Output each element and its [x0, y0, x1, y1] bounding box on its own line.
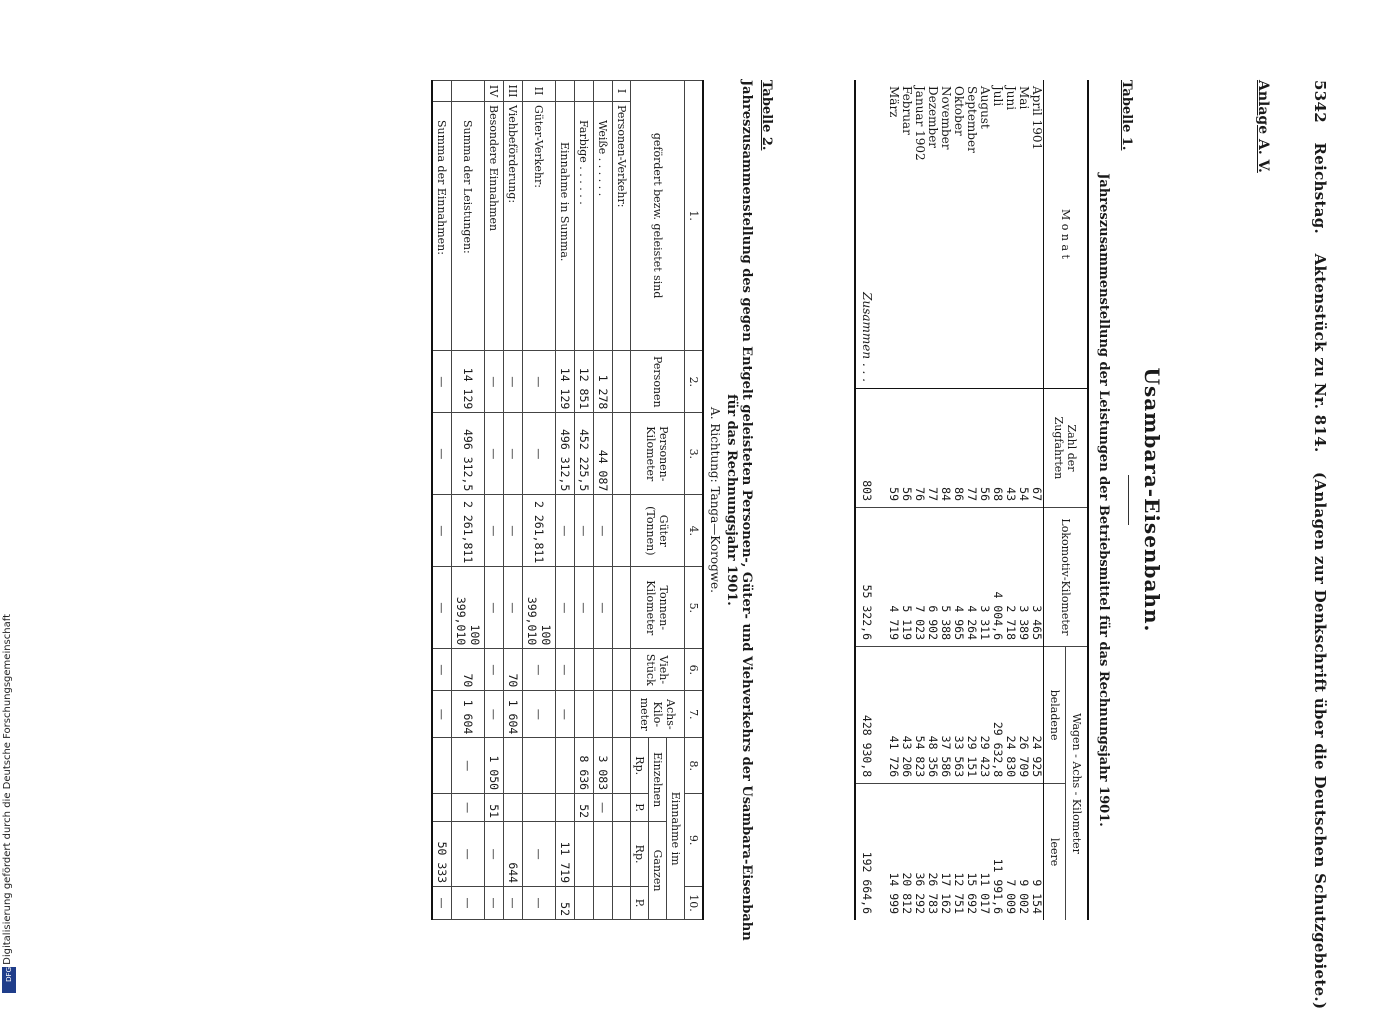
header-ganzen: Ganzen: [649, 822, 667, 920]
table1-row: [1017, 80, 1030, 920]
achs-km: 1 604: [504, 691, 523, 738]
table1: [854, 80, 1089, 920]
leistungen-personen-km: 496 312,5: [452, 413, 485, 495]
label-personen-verkehr: Personen-Verkehr:: [613, 102, 631, 351]
loaded-axle-km-cell: 26 709: [1017, 647, 1030, 784]
header-leere: leere: [1044, 784, 1066, 920]
month-label: Dezember: [926, 86, 940, 149]
trips-cell: 56: [900, 389, 913, 508]
parliament-label: Reichstag.: [1311, 142, 1329, 235]
dash-cell: —: [432, 351, 452, 413]
table1-row: [991, 80, 1004, 920]
empty-axle-km-cell: 36 292: [913, 784, 926, 920]
dash-cell: —: [452, 887, 485, 920]
row-gueter-verkehr: [523, 81, 556, 920]
table1-row: [1030, 80, 1044, 920]
month-cell: [1004, 80, 1017, 389]
empty-axle-km-cell: 11 017: [978, 784, 991, 920]
table2-header-row: [667, 81, 685, 920]
besondere-rp: 1 050: [485, 738, 504, 794]
dash-cell: —: [452, 794, 485, 822]
loaded-axle-km-cell: 54 823: [913, 647, 926, 784]
weisse-personen-km: 44 087: [594, 413, 613, 495]
empty-axle-km-cell: 20 812: [900, 784, 913, 920]
header-gueter: Güter (Tonnen): [631, 495, 685, 567]
vieh-rp: 644: [504, 822, 523, 887]
table1-row: [952, 80, 965, 920]
table1-header-row: [1066, 80, 1089, 920]
trips-cell: 86: [952, 389, 965, 508]
table1-row: [887, 80, 900, 920]
digitization-note-text: Digitalisierung gefördert durch die Deutsche Forschungsgemeinschaft: [2, 614, 13, 965]
table1-row: [913, 80, 926, 920]
row-farbige: [575, 81, 594, 920]
col-number-6: 6.: [685, 649, 704, 691]
col-number-9: 9.: [685, 794, 704, 887]
loco-km-cell: 5 119: [900, 508, 913, 647]
loco-km-cell: 6 902: [926, 508, 939, 647]
loco-km-cell: 3 465: [1030, 508, 1044, 647]
table1-body: [887, 80, 1044, 920]
loco-km-cell: 5 388: [939, 508, 952, 647]
header-beladene: beladene: [1044, 647, 1066, 784]
loaded-axle-km-cell: 24 830: [1004, 647, 1017, 784]
farbige-personen: 12 851: [575, 351, 594, 413]
header-vieh: Vieh-Stück: [631, 649, 685, 691]
loaded-axle-km-cell: 33 563: [952, 647, 965, 784]
month-label: März: [887, 86, 901, 118]
header-zugfahrten: Zahl der Zugfahrten: [1044, 389, 1089, 508]
month-label: Mai: [1017, 86, 1031, 110]
table1-row: [926, 80, 939, 920]
col-number-1: 1.: [685, 81, 704, 351]
dash-cell: —: [556, 567, 575, 649]
dash-cell: —: [432, 691, 452, 738]
dash-cell: —: [575, 567, 594, 649]
empty-axle-km-cell: 26 783: [926, 784, 939, 920]
tonnen-km: 100 399,010: [523, 567, 556, 649]
empty-axle-km-cell: 12 751: [952, 784, 965, 920]
dash-cell: —: [504, 413, 523, 495]
loaded-axle-km-cell: 29 423: [978, 647, 991, 784]
table2-direction: A. Richtung: Tanga—Korogwe.: [708, 407, 722, 593]
label-viehbefoerderung: Viehbeförderung:: [504, 102, 523, 351]
weisse-p: —: [594, 794, 613, 822]
annex-label: Anlage A. V.: [1255, 80, 1271, 173]
leistungen-achs-km: 1 604: [452, 691, 485, 738]
dash-cell: —: [594, 495, 613, 567]
farbige-p: 52: [575, 794, 594, 822]
dash-cell: —: [432, 413, 452, 495]
loaded-axle-km-cell: 24 925: [1030, 647, 1044, 784]
dfg-logo-text: DFG: [5, 967, 13, 982]
title-divider: [1128, 475, 1129, 525]
total-loaded: 428 930,8: [855, 647, 887, 784]
month-cell: [887, 80, 900, 389]
dash-cell: —: [575, 495, 594, 567]
label-farbige: Farbige . . . . . .: [575, 102, 594, 351]
header-p-einzeln: P.: [631, 794, 649, 822]
dash-cell: —: [485, 495, 504, 567]
dash-cell: —: [432, 887, 452, 920]
einnahmen-rp: 50 333: [432, 822, 452, 887]
label-gueter-verkehr: Güter-Verkehr:: [523, 102, 556, 351]
loco-km-cell: 2 718: [1004, 508, 1017, 647]
leistungen-personen: 14 129: [452, 351, 485, 413]
row-personen-verkehr: [613, 81, 631, 920]
trips-cell: 43: [1004, 389, 1017, 508]
dash-cell: —: [523, 887, 556, 920]
summa-rp: 11 719: [556, 822, 575, 887]
header-einzelnen: Einzelnen: [649, 738, 667, 822]
dash-cell: —: [485, 822, 504, 887]
month-cell: [900, 80, 913, 389]
page-number: 5342: [1311, 80, 1329, 123]
dash-cell: —: [432, 567, 452, 649]
document-reference: Aktenstück zu Nr. 814.: [1311, 253, 1329, 453]
header-rp-einzeln: Rp.: [631, 738, 649, 794]
month-label: Januar 1902: [913, 86, 927, 161]
label-einnahme-summa: Einnahme in Summa.: [556, 102, 575, 351]
weisse-personen: 1 278: [594, 351, 613, 413]
month-cell: [978, 80, 991, 389]
trips-cell: 56: [978, 389, 991, 508]
dash-cell: —: [523, 413, 556, 495]
table2-label: Tabelle 2.: [759, 80, 774, 151]
month-label: April 1901: [1030, 86, 1044, 151]
loco-km-cell: 3 311: [978, 508, 991, 647]
row-viehbefoerderung: [504, 81, 523, 920]
dash-cell: —: [523, 691, 556, 738]
table2-column-numbers: [685, 81, 704, 920]
leistungen-gueter: 2 261,811: [452, 495, 485, 567]
summa-p: 52: [556, 887, 575, 920]
dash-cell: —: [485, 351, 504, 413]
month-cell: [939, 80, 952, 389]
dash-cell: —: [556, 691, 575, 738]
railway-title: Usambara-Eisenbahn.: [1140, 367, 1164, 633]
dash-cell: —: [485, 567, 504, 649]
digitization-note: [0, 600, 22, 980]
loaded-axle-km-cell: 48 356: [926, 647, 939, 784]
label-besondere-einnahmen: Besondere Einnahmen: [485, 102, 504, 351]
dash-cell: —: [485, 887, 504, 920]
empty-axle-km-cell: 9 002: [1017, 784, 1030, 920]
dash-cell: —: [556, 495, 575, 567]
loaded-axle-km-cell: 41 726: [887, 647, 900, 784]
month-label: Februar: [900, 86, 914, 135]
dash-cell: —: [452, 822, 485, 887]
farbige-personen-km: 452 225,5: [575, 413, 594, 495]
dash-cell: —: [504, 351, 523, 413]
table1-row: [1004, 80, 1017, 920]
row-besondere-einnahmen: [485, 81, 504, 920]
label-weisse: Weiße . . . . . .: [594, 102, 613, 351]
row-number-iii: III: [504, 81, 523, 102]
leistungen-tonnen-km: 100 399,010: [452, 567, 485, 649]
dash-cell: —: [594, 567, 613, 649]
month-label: Oktober: [952, 86, 966, 136]
month-cell: [991, 80, 1004, 389]
col-number-10: 10.: [685, 887, 704, 920]
dash-cell: —: [523, 822, 556, 887]
trips-cell: 59: [887, 389, 900, 508]
row-number-ii: II: [523, 81, 556, 102]
trips-cell: 77: [926, 389, 939, 508]
table1-caption: Jahreszusammenstellung der Leistungen der Betriebsmittel für das Rechnungsjahr 1901.: [1096, 173, 1111, 827]
dash-cell: —: [432, 495, 452, 567]
dash-cell: —: [504, 495, 523, 567]
trips-cell: 67: [1030, 389, 1044, 508]
empty-axle-km-cell: 11 991,6: [991, 784, 1004, 920]
summa-personen-km: 496 312,5: [556, 413, 575, 495]
weisse-rp: 3 083: [594, 738, 613, 794]
row-summa-einnahmen: [432, 81, 452, 920]
header-lokomotiv: Lokomotiv-Kilometer: [1044, 508, 1089, 647]
table1-row: [939, 80, 952, 920]
trips-cell: 76: [913, 389, 926, 508]
header-wagen: Wagen - Achs - Kilometer: [1066, 647, 1089, 921]
col-number-2: 2.: [685, 351, 704, 413]
loaded-axle-km-cell: 43 206: [900, 647, 913, 784]
annex-note: (Anlagen zur Denkschrift über die Deutschen Schutzgebiete.): [1311, 472, 1329, 1010]
header-rp-ganzen: Rp.: [631, 822, 649, 887]
gueter-tonnen: 2 261,811: [523, 495, 556, 567]
dash-cell: —: [452, 738, 485, 794]
dash-cell: —: [485, 649, 504, 691]
header-einnahme: Einnahme im: [667, 738, 685, 920]
empty-axle-km-cell: 9 154: [1030, 784, 1044, 920]
empty-axle-km-cell: 7 009: [1004, 784, 1017, 920]
empty-axle-km-cell: 15 692: [965, 784, 978, 920]
loco-km-cell: 7 023: [913, 508, 926, 647]
table2-caption-line1: Jahreszusammenstellung des gegen Entgelt geleisteten Personen-, Güter- und Viehverkehrs der Usambara-Eisenbahn: [739, 80, 754, 941]
row-weisse: [594, 81, 613, 920]
col-number-5: 5.: [685, 567, 704, 649]
table2: [431, 80, 704, 920]
loco-km-cell: 4 004,6: [991, 508, 1004, 647]
dash-cell: —: [523, 351, 556, 413]
header-achs-km: Achs-Kilo-meter: [631, 691, 685, 738]
col-number-4: 4.: [685, 495, 704, 567]
besondere-p: 51: [485, 794, 504, 822]
label-summa-einnahmen: Summa der Einnahmen:: [432, 102, 452, 351]
col-number-7: 7.: [685, 691, 704, 738]
farbige-rp: 8 636: [575, 738, 594, 794]
trips-cell: 68: [991, 389, 1004, 508]
month-label: Juni: [1004, 86, 1018, 111]
page-header: [1311, 80, 1329, 1010]
empty-axle-km-cell: 14 999: [887, 784, 900, 920]
row-number-i: I: [613, 81, 631, 102]
loaded-axle-km-cell: 29 151: [965, 647, 978, 784]
month-label: November: [939, 86, 953, 150]
month-cell: [952, 80, 965, 389]
month-cell: [1017, 80, 1030, 389]
loco-km-cell: 4 264: [965, 508, 978, 647]
table1-row: [965, 80, 978, 920]
trips-cell: 77: [965, 389, 978, 508]
month-label: September: [965, 86, 979, 153]
dash-cell: —: [485, 413, 504, 495]
dash-cell: —: [432, 649, 452, 691]
loaded-axle-km-cell: 29 632,8: [991, 647, 1004, 784]
header-tonnen-km: Tonnen-Kilometer: [631, 567, 685, 649]
loco-km-cell: 4 719: [887, 508, 900, 647]
header-personen-km: Personen-Kilometer: [631, 413, 685, 495]
loco-km-cell: 4 965: [952, 508, 965, 647]
dash-cell: —: [485, 691, 504, 738]
summa-personen: 14 129: [556, 351, 575, 413]
row-number-iv: IV: [485, 81, 504, 102]
month-label: August: [978, 86, 992, 129]
dash-cell: —: [504, 567, 523, 649]
total-empty: 192 664,6: [855, 784, 887, 920]
table1-row: [900, 80, 913, 920]
loaded-axle-km-cell: 37 586: [939, 647, 952, 784]
header-monat: M o n a t: [1044, 80, 1089, 389]
loco-km-cell: 3 389: [1017, 508, 1030, 647]
label-summa-leistungen: Summa der Leistungen:: [452, 102, 485, 351]
month-cell: [1030, 80, 1044, 389]
month-cell: [926, 80, 939, 389]
dfg-logo: [2, 967, 16, 993]
table1-label: Tabelle 1.: [1119, 80, 1134, 151]
leistungen-vieh: 70: [452, 649, 485, 691]
empty-axle-km-cell: 17 162: [939, 784, 952, 920]
month-cell: [965, 80, 978, 389]
header-personen: Personen: [631, 351, 685, 413]
month-cell: [913, 80, 926, 389]
dash-cell: —: [523, 649, 556, 691]
trips-cell: 54: [1017, 389, 1030, 508]
header-befoerdert: gefördert bezw. geleistet sind: [631, 81, 685, 351]
col-number-3: 3.: [685, 413, 704, 495]
trips-cell: 84: [939, 389, 952, 508]
col-number-8: 8.: [685, 738, 704, 794]
total-label: Zusammen . . .: [860, 292, 874, 382]
table1-total-row: [855, 80, 887, 920]
row-einnahme-summa: [556, 81, 575, 920]
vieh-stueck: 70: [504, 649, 523, 691]
month-label: Juli: [991, 86, 1005, 107]
table2-caption-line2: für das Rechnungsjahr 1901.: [724, 394, 739, 606]
table1-row: [978, 80, 991, 920]
header-p-ganzen: P.: [631, 887, 649, 920]
dash-cell: —: [556, 649, 575, 691]
total-trips: 803: [855, 389, 887, 508]
dash-cell: —: [504, 887, 523, 920]
row-summa-leistungen: [452, 81, 485, 920]
total-loco: 55 322,6: [855, 508, 887, 647]
